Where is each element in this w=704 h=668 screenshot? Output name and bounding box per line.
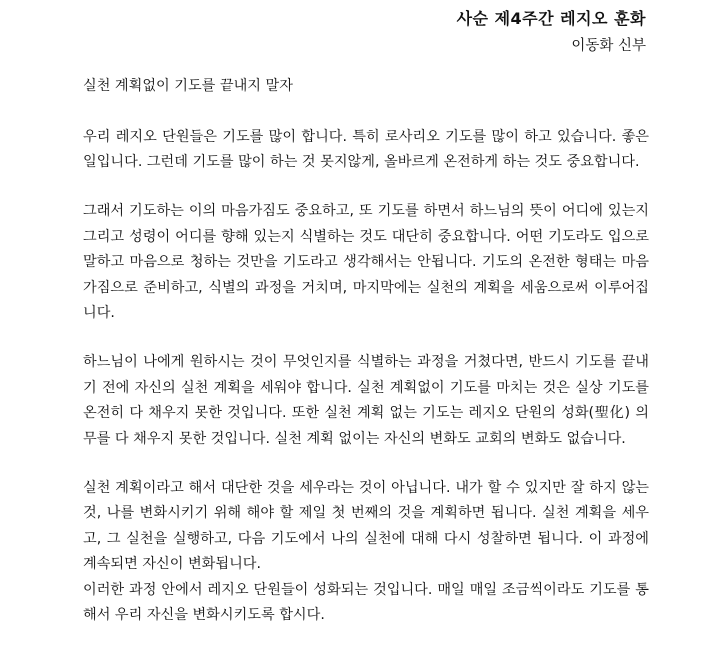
paragraph-1: 우리 레지오 단원들은 기도를 많이 합니다. 특히 로사리오 기도를 많이 하고 있습니다. 좋은 일입니다. 그런데 기도를 많이 하는 것 못지않게, 올바르게 온전하게 하는 것도 중요합니다. <box>83 128 649 170</box>
paragraph-5: 이러한 과정 안에서 레지오 단원들이 성화되는 것입니다. 매일 매일 조금씩이라도 기도를 통해서 우리 자신을 변화시키도록 합시다. <box>83 581 649 623</box>
document-subtitle: 실천 계획없이 기도를 끝내지 말자 <box>83 78 293 94</box>
paragraph-2: 그래서 기도하는 이의 마음가짐도 중요하고, 또 기도를 하면서 하느님의 뜻이 어디에 있는지 그리고 성령이 어디를 향해 있는지 식별하는 것도 대단히 중요합니다. 어떤 기도라도 입으로 말하고 마음으로 청하는 것만을 기도라고 생각해서는 안됩니다. 기도의 온전한 형태는 마음가짐으로 준비하고, 식별의 과정을 거치며, 마지막에는 실천의 계획을 세움으로써 이루어집니다. <box>83 203 649 321</box>
document-title: 사순 제4주간 레지오 훈화 <box>456 9 646 28</box>
author-name: 이동화 신부 <box>571 38 646 54</box>
paragraph-4: 실천 계획이라고 해서 대단한 것을 세우라는 것이 아닙니다. 내가 할 수 있지만 잘 하지 않는 것, 나를 변화시키기 위해 해야 할 제일 첫 번째의 것을 계획하면 됩니다. 실천 계획을 세우고, 그 실천을 실행하고, 다음 기도에서 나의 실천에 대해 다시 성찰하면 됩니다. 이 과정에 계속되면 자신이 변화됩니다. <box>83 479 649 572</box>
paragraph-3: 하느님이 나에게 원하시는 것이 무엇인지를 식별하는 과정을 거쳤다면, 반드시 기도를 끝내기 전에 자신의 실천 계획을 세워야 합니다. 실천 계획없이 기도를 마치는 것은 실상 기도를 온전히 다 채우지 못한 것입니다. 또한 실천 계획 없는 기도는 레지오 단원의 성화(聖化) 의무를 다 채우지 못한 것입니다. 실천 계획 없이는 자신의 변화도 교회의 변화도 없습니다. <box>83 354 649 447</box>
document-body <box>83 74 649 629</box>
document-header <box>457 8 646 57</box>
